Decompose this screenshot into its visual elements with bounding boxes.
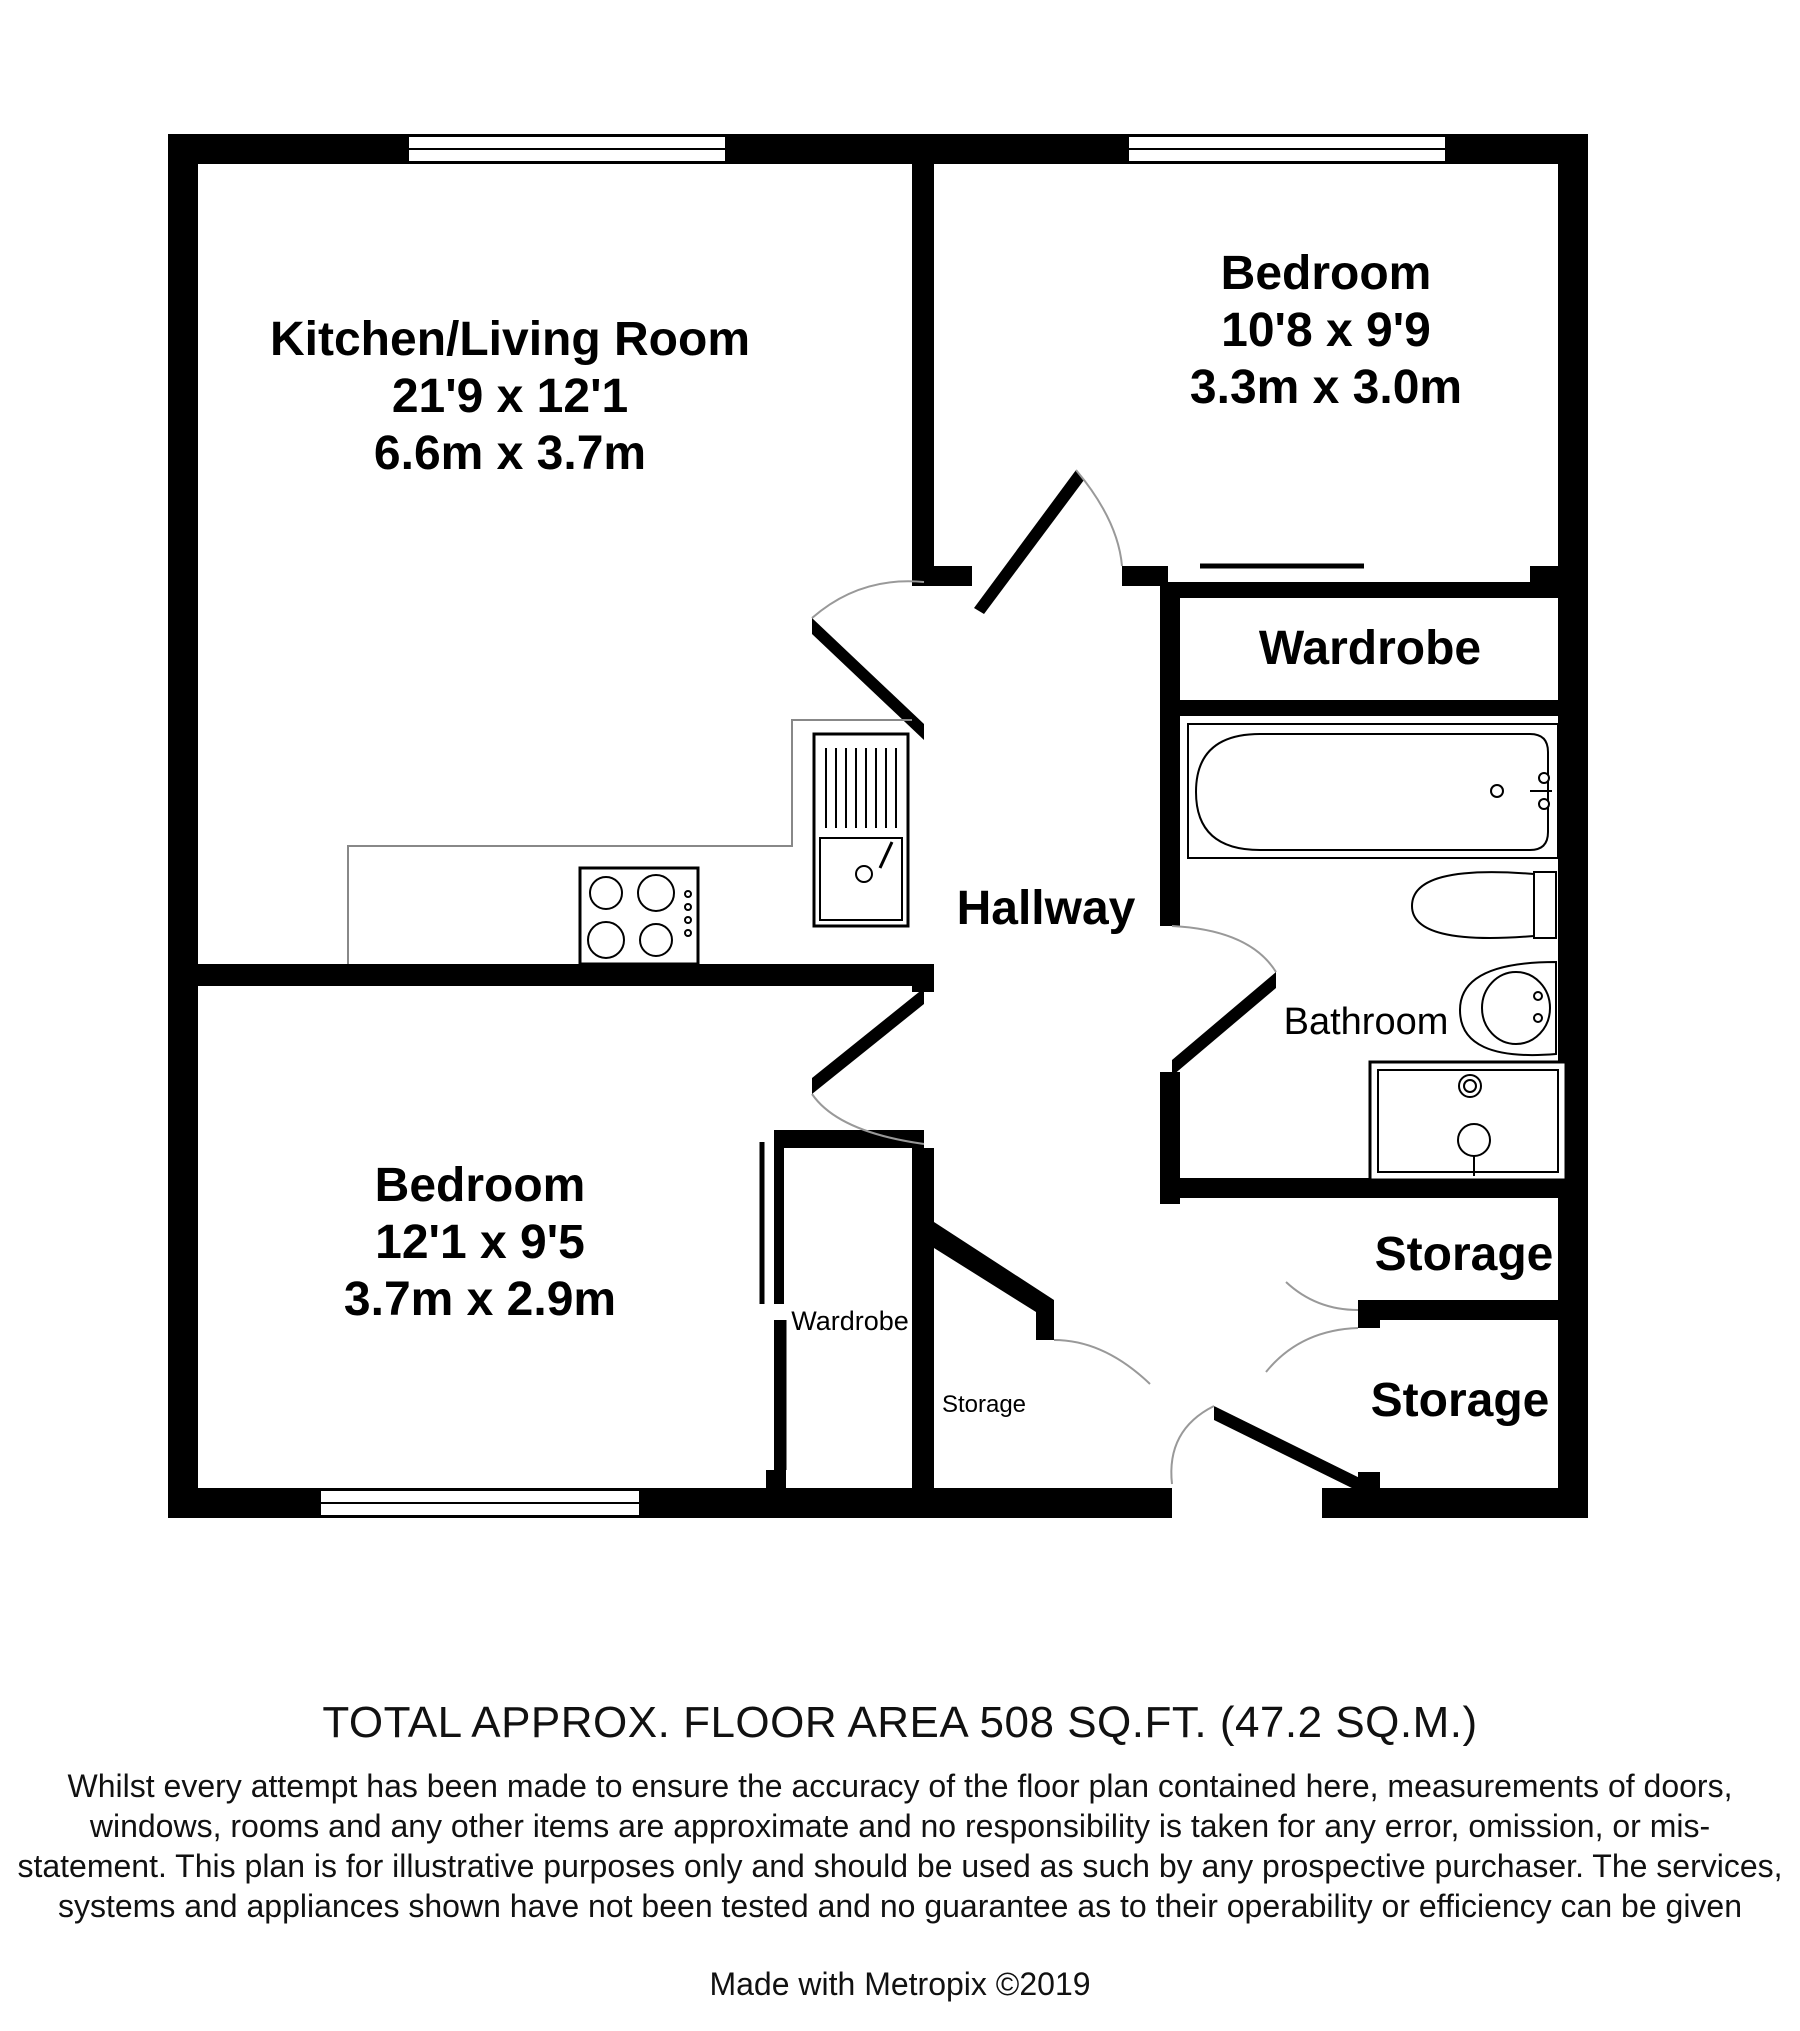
bathroom-fittings xyxy=(1188,724,1566,1180)
outer-wall-right xyxy=(1558,134,1588,1518)
kitchen-metric: 6.6m x 3.7m xyxy=(373,427,647,480)
kitchen-imperial: 21'9 x 12'1 xyxy=(391,370,629,423)
basin-icon xyxy=(1460,962,1556,1055)
outer-wall-left xyxy=(168,134,198,1518)
wall-wardrobe-bathroom xyxy=(1160,582,1180,926)
bedroom1-name: Bedroom xyxy=(1220,247,1432,300)
bedroom2-metric: 3.7m x 2.9m xyxy=(343,1273,617,1326)
door-openings xyxy=(1172,1490,1322,1518)
hob-icon xyxy=(580,868,698,964)
bedroom1-imperial: 10'8 x 9'9 xyxy=(1221,304,1431,357)
bathroom-name: Bathroom xyxy=(1283,1001,1449,1043)
kitchen-name: Kitchen/Living Room xyxy=(270,313,750,366)
bedroom2-name: Bedroom xyxy=(374,1159,586,1212)
storage-small-name: Storage xyxy=(941,1391,1027,1418)
hallway-name: Hallway xyxy=(956,882,1136,935)
sink-icon xyxy=(814,734,908,926)
wardrobe-small-name: Wardrobe xyxy=(791,1306,909,1336)
bath-icon xyxy=(1188,724,1558,858)
wall-storage-divider xyxy=(1358,1300,1558,1320)
wardrobe-main-name: Wardrobe xyxy=(1258,622,1482,675)
credit: Made with Metropix ©2019 xyxy=(709,1966,1091,2002)
bedroom1-metric: 3.3m x 3.0m xyxy=(1189,361,1463,414)
wall-kitchen-bedroom1 xyxy=(912,164,934,574)
kitchen-fittings xyxy=(348,720,912,964)
wall-small-wardrobe-top xyxy=(774,1130,924,1148)
storage-upper-name: Storage xyxy=(1374,1228,1554,1281)
storage-lower-name: Storage xyxy=(1370,1374,1550,1427)
outer-wall-bottom-left xyxy=(168,1488,1172,1518)
bedroom2-imperial: 12'1 x 9'5 xyxy=(375,1216,585,1269)
total-floor-area: TOTAL APPROX. FLOOR AREA 508 SQ.FT. (47.2 SQ.M.) xyxy=(322,1698,1478,1747)
wall-kitchen-bedroom2 xyxy=(198,964,934,986)
toilet-icon xyxy=(1412,872,1556,938)
disclaimer: Whilst every attempt has been made to ensure the accuracy of the floor plan contained here, measurements of doors, windows, rooms and any other items are approximate and no responsibility is taken for any error, omission, or mis-statement. This plan is for illustrative purposes only and should be used as such by any prospective purchaser. The services, systems and appliances shown have not been tested and no guarantee as to their operability or efficiency can be given xyxy=(17,1768,1783,1924)
wall-bedroom2-hallway xyxy=(912,1148,934,1490)
shower-tray-icon xyxy=(1370,1062,1566,1180)
